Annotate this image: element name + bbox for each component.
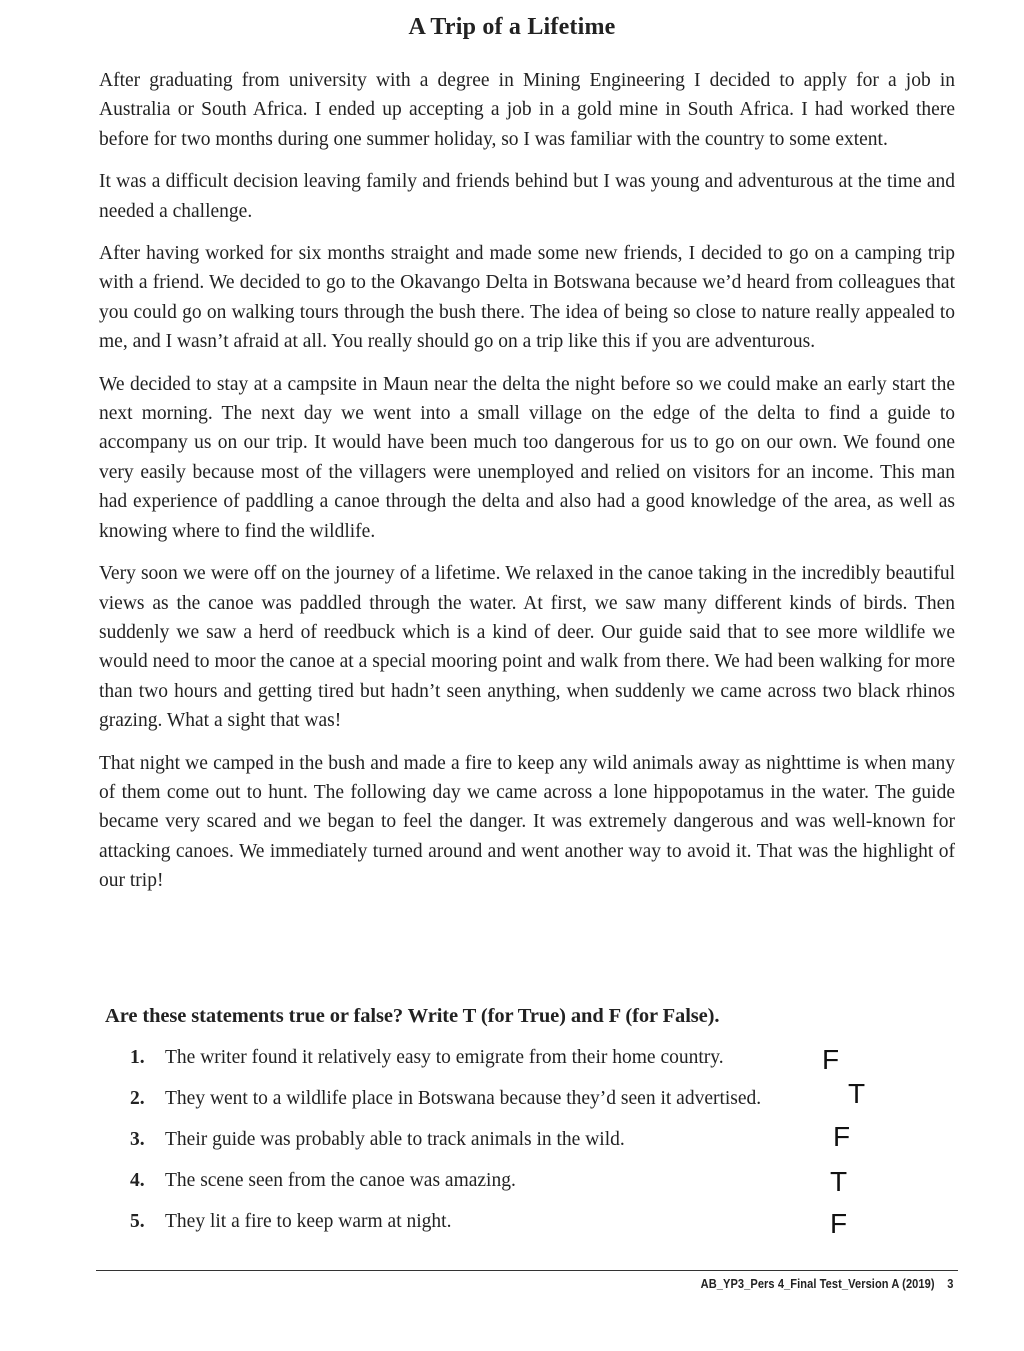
statement-number: 3. xyxy=(130,1129,145,1150)
statement-text: The scene seen from the canoe was amazing. xyxy=(165,1170,516,1191)
statement-number: 1. xyxy=(130,1047,145,1068)
page-title: A Trip of a Lifetime xyxy=(408,14,616,40)
exercise-heading: Are these statements true or false? Write T (for True) and F (for False). xyxy=(105,1005,720,1027)
handwritten-answer: T xyxy=(848,1078,866,1109)
statement-text: Their guide was probably able to track animals in the wild. xyxy=(165,1129,625,1150)
statement-number: 2. xyxy=(130,1088,145,1109)
paragraph-6: That night we camped in the bush and made a fire to keep any wild animals away as nighttime is when many of them come out to hunt. The following day we came across a lone hippopotamus in the water. The guide became very scared and we began to feel the danger. It was extremely dangerous and was well-known for attacking canoes. We immediately turned around and went another way to avoid it. That was the highlight of our trip! xyxy=(99,752,955,892)
paragraph-2: It was a difficult decision leaving family and friends behind but I was young and adventurous at the time and needed a challenge. xyxy=(99,171,955,222)
paragraph-4: We decided to stay at a campsite in Maun near the delta the night before so we could make an early start the next morning. The next day we went into a small village on the edge of the delta to find a guide to accompany us on our trip. It would have been much too dangerous for us to go on our own. We found one very easily because most of the villagers were unemployed and relied on visitors for an income. This man had experience of paddling a canoe through the delta and also had a good knowledge of the area, as well as knowing where to find the wildlife. xyxy=(99,373,955,542)
paragraph-3: After having worked for six months straight and made some new friends, I decided to go on a camping trip with a friend. We decided to go to the Okavango Delta in Botswana because we’d heard from colleagues that you could go on walking tours through the bush there. The idea of being so close to nature really appealed to me, and I wasn’t afraid at all. You really should go on a trip like this if you are adventurous. xyxy=(99,243,955,353)
statement-list xyxy=(130,1045,890,1250)
statement-number: 5. xyxy=(130,1211,145,1232)
statement-item xyxy=(130,1078,890,1127)
paragraph-1: After graduating from university with a degree in Mining Engineering I decided to apply for a job in Australia or South Africa. I ended up accepting a job in a gold mine in South Africa. I had worked there before for two months during one summer holiday, so I was familiar with the country to some extent. xyxy=(99,70,955,150)
page-number: 3 xyxy=(947,1276,954,1291)
reading-passage xyxy=(99,66,955,909)
footer-divider xyxy=(96,1270,958,1271)
statement-text: They lit a fire to keep warm at night. xyxy=(165,1211,452,1232)
statement-item xyxy=(130,1209,890,1250)
statement-item xyxy=(130,1045,890,1086)
handwritten-answer: F xyxy=(833,1121,851,1152)
statement-text: They went to a wildlife place in Botswana because they’d seen it advertised. xyxy=(165,1088,762,1109)
footer xyxy=(701,1276,954,1291)
paragraph-5: Very soon we were off on the journey of a lifetime. We relaxed in the canoe taking in the incredibly beautiful views as the canoe was paddled through the water. At first, we saw many different kinds of birds. Then suddenly we saw a herd of reedbuck which is a kind of deer. Our guide said that to see more wildlife we would need to moor the canoe at a special mooring point and walk from there. We had been walking for more than two hours and getting tired but hadn’t seen anything, when suddenly we came across two black rhinos grazing. What a sight that was! xyxy=(99,563,955,732)
handwritten-answer: T xyxy=(830,1166,848,1197)
statement-number: 4. xyxy=(130,1170,145,1191)
handwritten-answer: F xyxy=(830,1208,848,1239)
footer-label: AB_YP3_Pers 4_Final Test_Version A (2019) xyxy=(701,1276,936,1291)
statement-text: The writer found it relatively easy to emigrate from their home country. xyxy=(165,1047,724,1068)
statement-item xyxy=(130,1121,890,1168)
statement-item xyxy=(130,1168,890,1209)
handwritten-answer: F xyxy=(822,1044,840,1075)
